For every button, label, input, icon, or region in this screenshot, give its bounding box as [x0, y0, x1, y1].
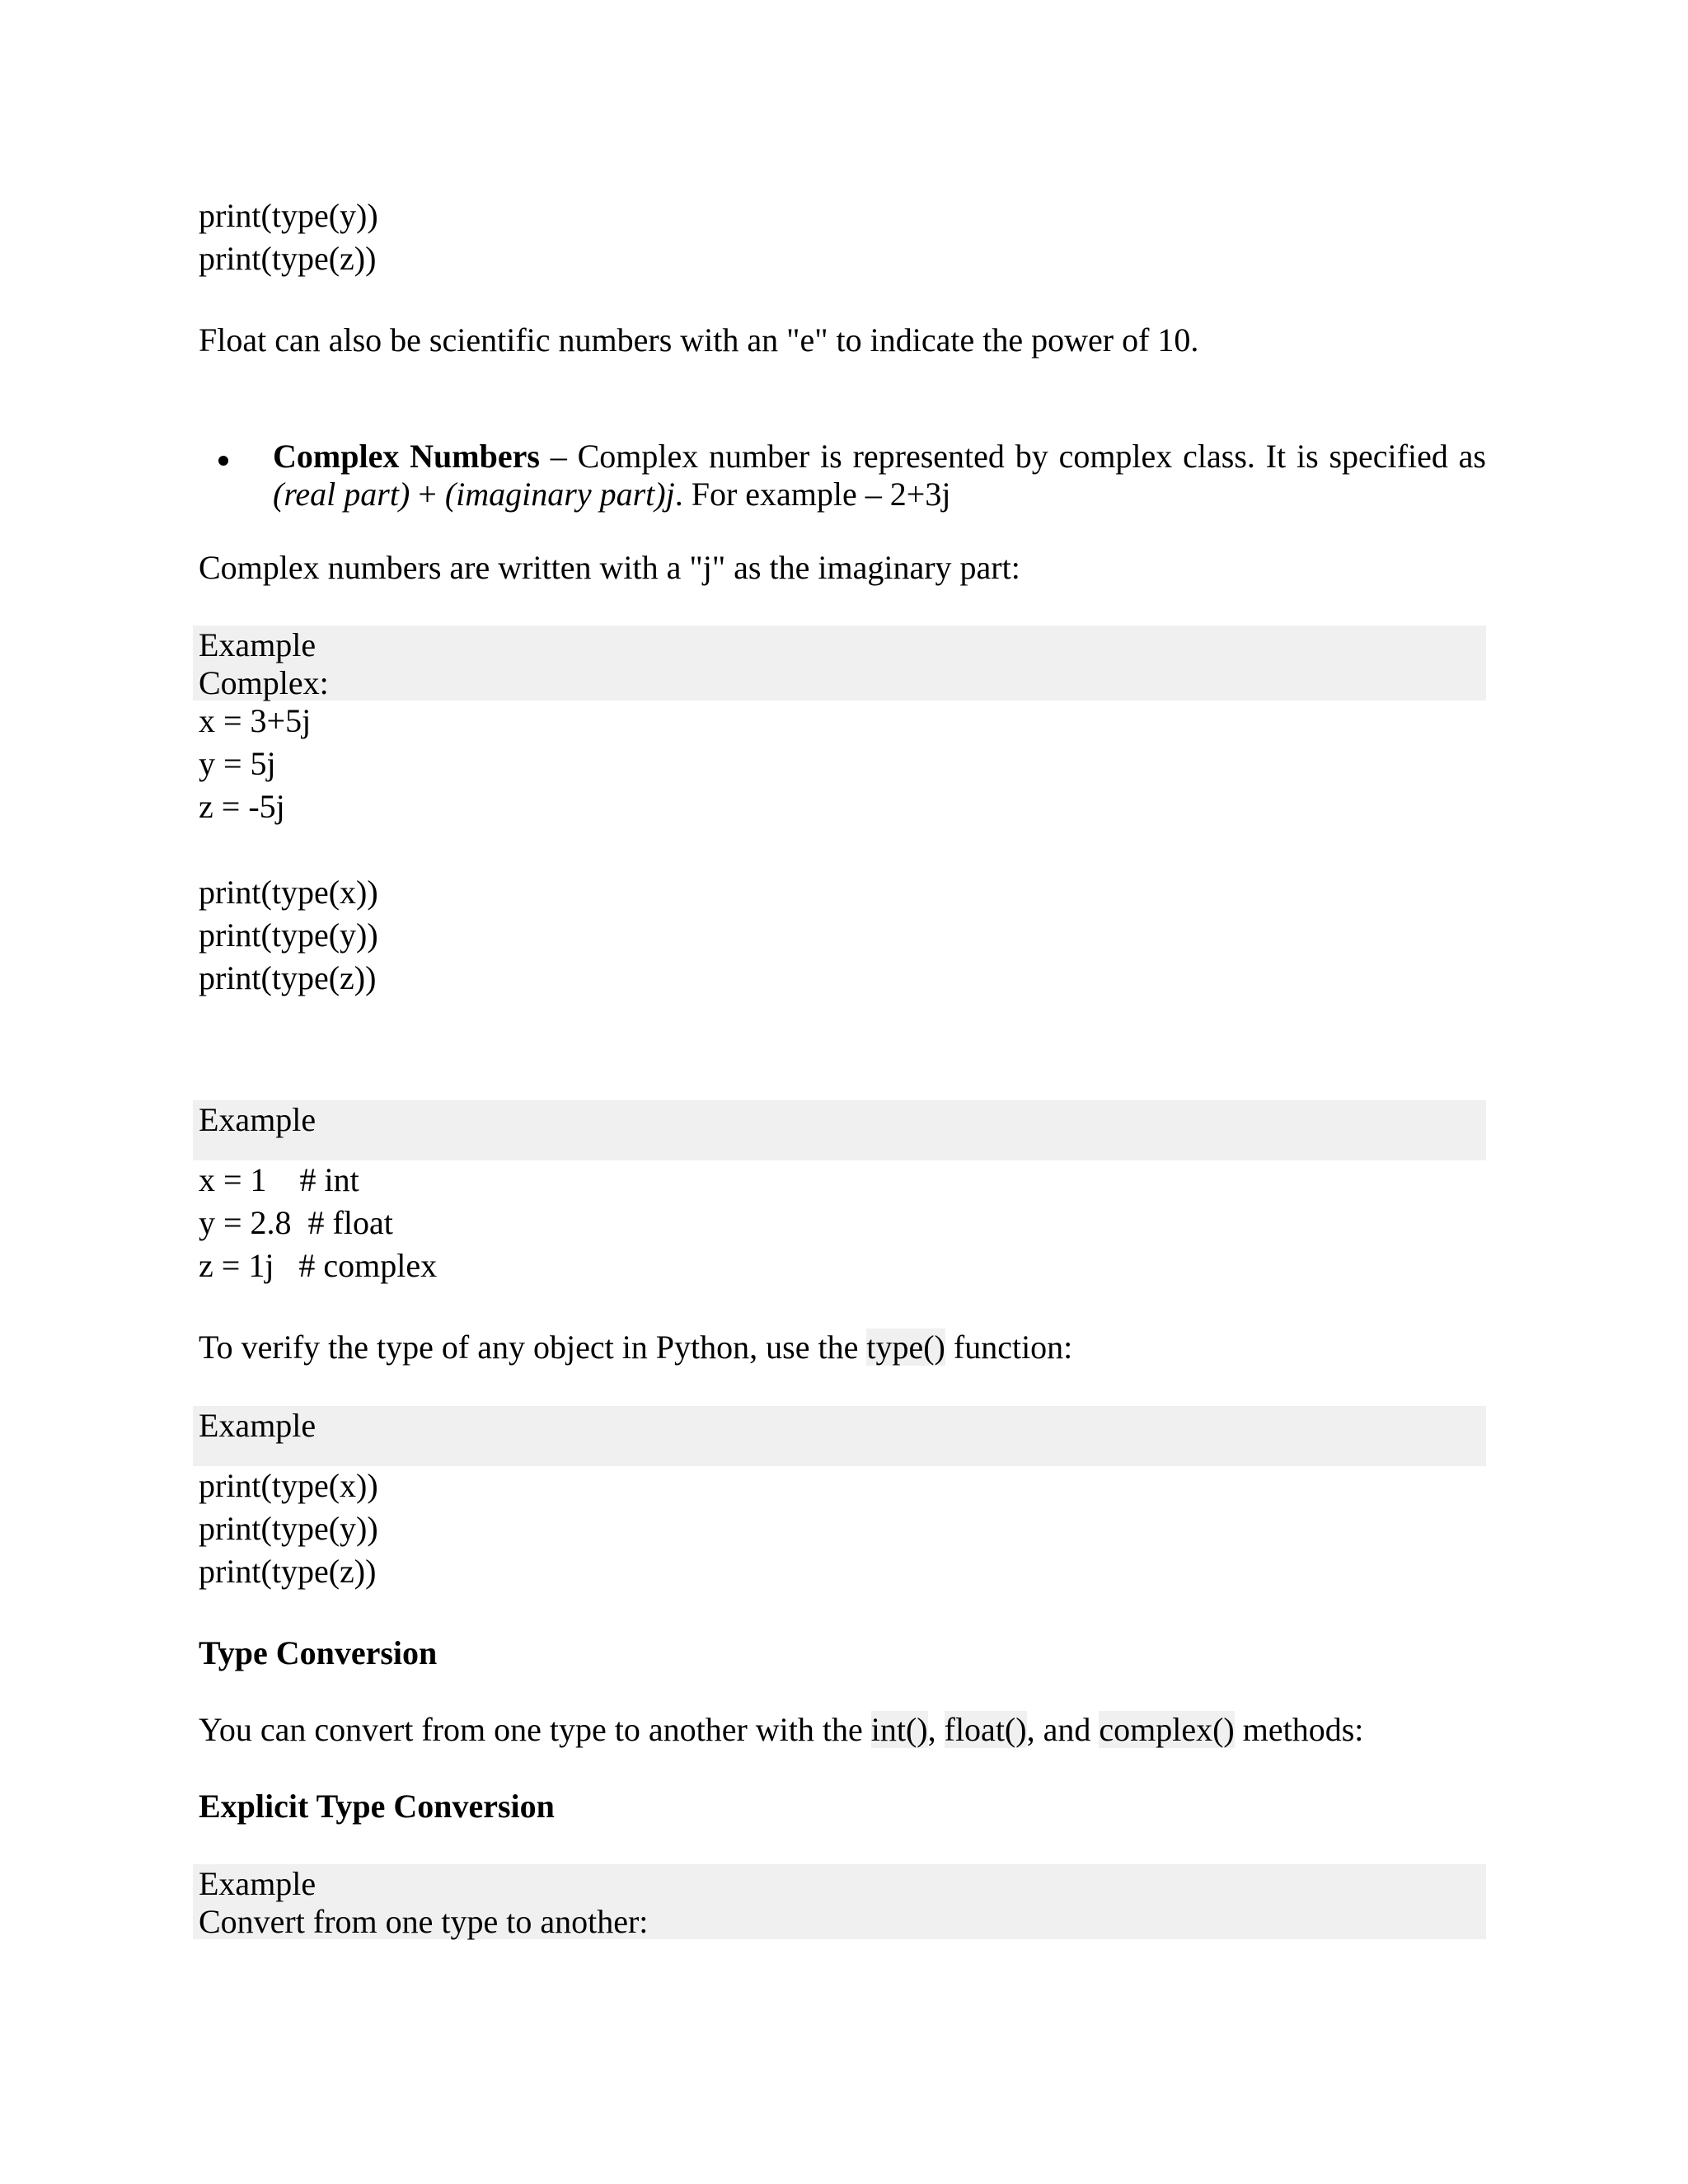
text-span: , — [927, 1711, 945, 1748]
example-label: Example — [199, 1101, 316, 1138]
code-line: print(type(y)) — [199, 1510, 378, 1547]
example-sublabel: Convert from one type to another: — [199, 1903, 649, 1940]
example-header-box — [193, 1100, 1486, 1160]
inline-code-float: float() — [944, 1711, 1027, 1748]
bullet-tail: . For example – 2+3j — [674, 476, 951, 513]
paragraph-complex-intro: Complex numbers are written with a "j" as the imaginary part: — [199, 549, 1020, 586]
text-span: , and — [1026, 1711, 1100, 1748]
code-line: z = -5j — [199, 788, 285, 825]
example-header-box — [193, 626, 1486, 701]
heading-type-conversion: Type Conversion — [199, 1634, 438, 1671]
code-line: print(type(x)) — [199, 874, 378, 911]
inline-code-complex: complex() — [1099, 1711, 1235, 1748]
text-span: methods: — [1234, 1711, 1364, 1748]
code-line: print(type(y)) — [199, 197, 378, 234]
code-line: y = 2.8 # float — [199, 1204, 393, 1241]
code-line: print(type(z)) — [199, 959, 377, 996]
bullet-imag-part: (imaginary part)j — [444, 476, 675, 513]
paragraph-verify-type — [199, 1329, 1072, 1366]
bullet-real-part: (real part) — [273, 476, 410, 513]
text-span: function: — [945, 1329, 1073, 1366]
example-label: Example — [199, 626, 316, 663]
bullet-icon — [218, 456, 228, 466]
code-line: x = 1 # int — [199, 1161, 359, 1198]
example-header-box — [193, 1406, 1486, 1466]
bullet-plus: + — [410, 476, 445, 513]
inline-code-type: type() — [866, 1329, 945, 1366]
text-span: You can convert from one type to another with the — [199, 1711, 871, 1748]
code-line: print(type(z)) — [199, 1553, 377, 1590]
code-line: y = 5j — [199, 745, 276, 782]
bullet-text-part: – Complex number is represented by complex class. It is specified as — [539, 438, 1486, 475]
text-span: To verify the type of any object in Python, use the — [199, 1329, 867, 1366]
example-sublabel: Complex: — [199, 664, 329, 701]
bullet-term: Complex Numbers — [273, 438, 540, 475]
code-line: print(type(x)) — [199, 1467, 378, 1504]
paragraph-float-note: Float can also be scientific numbers with an "e" to indicate the power of 10. — [199, 321, 1199, 359]
inline-code-int: int() — [870, 1711, 928, 1748]
code-line: z = 1j # complex — [199, 1247, 438, 1284]
code-line: x = 3+5j — [199, 702, 312, 739]
example-label: Example — [199, 1407, 316, 1444]
heading-explicit-type-conversion: Explicit Type Conversion — [199, 1788, 555, 1825]
code-line: print(type(y)) — [199, 916, 378, 954]
bullet-complex-numbers — [273, 438, 1486, 513]
example-label: Example — [199, 1865, 316, 1902]
paragraph-convert-methods — [199, 1711, 1363, 1749]
code-line: print(type(z)) — [199, 240, 377, 277]
